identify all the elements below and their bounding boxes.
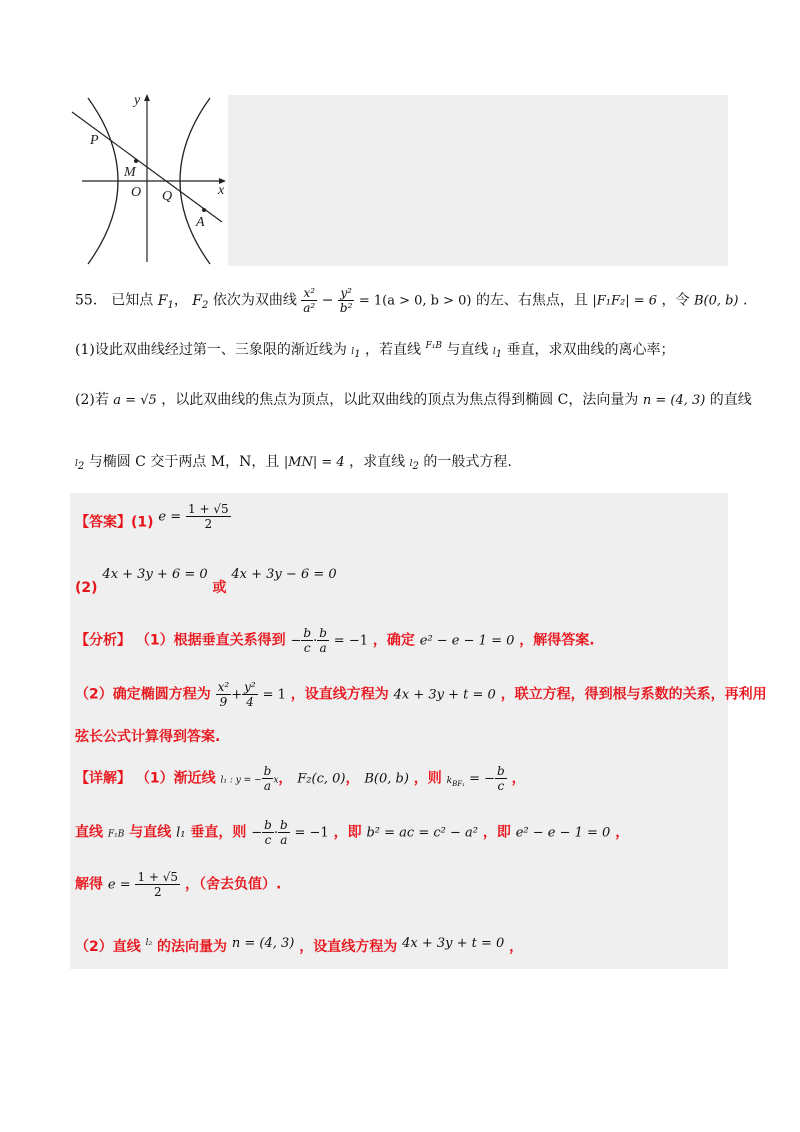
detail-bsq: b² = ac = c² − a² bbox=[366, 825, 478, 841]
analysis-p2-b: ，设直线方程为 bbox=[290, 686, 389, 703]
answer-e-frac: $\frac{1 + √5}{2}$ bbox=[188, 502, 229, 531]
detail-line3-b: ，（舍去负值）. bbox=[184, 876, 282, 893]
part2-line2 bbox=[75, 452, 512, 477]
problem-text4: ，令 bbox=[661, 292, 690, 309]
asym-x: x bbox=[273, 775, 279, 786]
detail-line2-a: 直线 bbox=[75, 824, 103, 841]
frac-b-over-a-2: $\frac{b}{a}$ bbox=[279, 818, 288, 847]
detail-e-frac: $\frac{1 + √5}{2}$ bbox=[137, 870, 179, 899]
point-M bbox=[134, 159, 138, 163]
detail-p1-a: （1）渐近线 bbox=[135, 770, 216, 787]
label-M: M bbox=[124, 165, 136, 180]
hyperbola-x-term: $\frac{\text{x²}}{\text{a²}}$ bbox=[303, 286, 316, 315]
detail-line3-e: e = bbox=[107, 877, 131, 893]
label-O: O bbox=[131, 185, 142, 200]
analysis-p2-line: 4x + 3y + t = 0 bbox=[393, 687, 496, 703]
ellipse-y-term: $\frac{\text{y²}}{4}$ bbox=[244, 680, 256, 709]
problem-end: . bbox=[742, 292, 748, 309]
answer-or: 或 bbox=[212, 580, 227, 596]
answer-tag: 【答案】(1) bbox=[75, 514, 154, 531]
detail-line4-b: 的法向量为 bbox=[157, 939, 227, 955]
normal-vector: n = (4, 3) bbox=[642, 393, 706, 408]
part2-line2-b: 与椭圆 C 交于两点 M，N，且 bbox=[88, 454, 280, 470]
detail-line-eq: 4x + 3y + t = 0 bbox=[402, 936, 505, 951]
frac-b-over-a-asym: $\frac{b}{a}$ bbox=[263, 764, 272, 793]
detail-normal-vector: n = (4, 3) bbox=[231, 936, 295, 951]
label-y: y bbox=[134, 93, 141, 108]
plus-sign: + bbox=[231, 687, 243, 703]
point-F2: $F_2$ bbox=[192, 292, 209, 311]
part2-line2-c: ，求直线 bbox=[349, 454, 406, 470]
answer-line1 bbox=[75, 502, 231, 532]
detail-line-F1B: F₁B bbox=[107, 829, 125, 840]
line-l2-ref: l2 bbox=[409, 459, 419, 472]
problem-line: 55． 已知点 $F_1$， $F_2$ 依次为双曲线 $\frac{\text{x²}}{\text{a²}}$ − $\frac{\text{y²}}{\text{b²}}$ = 1(a > 0, b > 0) 的左、右焦点，且 |F₁F₂| = 6 ，令 B(0, b) . bbox=[75, 286, 748, 315]
label-A: A bbox=[196, 215, 205, 230]
part1-lead: (1)设此双曲线经过第一、三象限的渐近线为 bbox=[75, 342, 347, 358]
detail-line2-eq: = −1 bbox=[294, 825, 329, 841]
point-F1: $F_1$ bbox=[157, 292, 174, 311]
detail-line2-f: ， bbox=[615, 824, 630, 841]
detail-line2-c: 垂直，则 bbox=[190, 824, 247, 841]
detail-line4-d: ， bbox=[509, 939, 524, 955]
asymptote-l1: l1 bbox=[351, 347, 361, 360]
problem-text1: 已知点 bbox=[111, 292, 154, 309]
detail-l2: l₂ bbox=[145, 938, 153, 948]
analysis-p1-eq: = −1 bbox=[333, 633, 368, 649]
analysis-p2-eq: = 1 bbox=[262, 687, 286, 703]
analysis-tag: 【分析】 bbox=[75, 632, 131, 649]
label-x: x bbox=[218, 183, 225, 198]
hyperbola-y-term: $\frac{\text{y²}}{\text{b²}}$ bbox=[339, 286, 353, 315]
figure-gray-panel bbox=[228, 95, 728, 266]
part1-tail: 垂直，求双曲线的离心率； bbox=[506, 342, 675, 358]
answer-eq2: 4x + 3y − 6 = 0 bbox=[231, 567, 337, 582]
problem-number: 55． bbox=[75, 292, 107, 309]
frac-b-over-c: $\frac{b}{c}$ bbox=[303, 626, 312, 655]
detail-line4-c: ，设直线方程为 bbox=[299, 939, 398, 955]
analysis-line1 bbox=[75, 626, 595, 655]
detail-line2-d: ，即 bbox=[333, 824, 362, 841]
detail-line3 bbox=[75, 870, 281, 899]
answer-e-eq: e = bbox=[158, 509, 182, 525]
detail-line3-a: 解得 bbox=[75, 876, 103, 893]
frac-b-over-a: $\frac{b}{a}$ bbox=[319, 626, 327, 655]
analysis-p1-e: e² − e − 1 = 0 bbox=[419, 633, 515, 649]
detail-tag: 【详解】 bbox=[75, 770, 131, 787]
analysis-p1-a: （1）根据垂直关系得到 bbox=[135, 632, 286, 649]
analysis-p1-c: ，解得答案. bbox=[519, 632, 595, 649]
analysis-p2-d: 弦长公式计算得到答案. bbox=[75, 729, 221, 745]
detail-then: ，则 bbox=[413, 770, 442, 787]
frac-b-over-c-slope: $\frac{b}{c}$ bbox=[497, 764, 505, 793]
detail-line4-a: （2）直线 bbox=[75, 939, 141, 955]
line-F1B: F₁B bbox=[425, 341, 442, 351]
detail-line4 bbox=[75, 936, 523, 956]
hyperbola-condition: = 1(a > 0, b > 0) bbox=[358, 293, 472, 309]
y-axis-arrow bbox=[144, 94, 150, 101]
asymptote-eq: l₁ : y = − bbox=[220, 775, 262, 786]
frac-b-over-c-2: $\frac{b}{c}$ bbox=[264, 818, 272, 847]
detail-comma: ， bbox=[511, 770, 526, 787]
focus-F2: F₂(c, 0) bbox=[297, 771, 346, 787]
point-A bbox=[202, 208, 206, 212]
chord-length: |MN| = 4 bbox=[283, 455, 345, 470]
detail-line2 bbox=[75, 818, 629, 847]
detail-line-l1: l₁ bbox=[176, 825, 186, 841]
problem-text2: 依次为双曲线 bbox=[212, 292, 297, 309]
hyperbola-figure bbox=[70, 90, 230, 266]
point-B: B(0, b) bbox=[693, 293, 739, 309]
part2-tail: 的直线 bbox=[709, 392, 752, 408]
analysis-p1-b: ，确定 bbox=[372, 632, 415, 649]
analysis-line3 bbox=[75, 726, 220, 746]
line-l2: l2 bbox=[75, 459, 85, 472]
analysis-p2-c: ，联立方程，得到根与系数的关系，再利用 bbox=[500, 686, 767, 703]
slope-k: $k_{BF_1}$ bbox=[446, 775, 465, 788]
label-Q: Q bbox=[162, 189, 173, 204]
part2-line2-d: 的一般式方程. bbox=[423, 454, 512, 470]
part1-mid2: 与直线 bbox=[446, 342, 489, 358]
slope-eq: = − bbox=[464, 771, 496, 787]
detail-point-B: B(0, b) bbox=[364, 771, 409, 787]
part2-lead: (2)若 bbox=[75, 392, 109, 408]
part2-mid: ，以此双曲线的焦点为顶点，以此双曲线的顶点为焦点得到椭圆 C，法向量为 bbox=[161, 392, 639, 408]
dot-op: · bbox=[313, 633, 318, 649]
minus-sign: − bbox=[321, 292, 334, 309]
analysis-line2 bbox=[75, 680, 767, 709]
answer-eq1: 4x + 3y + 6 = 0 bbox=[102, 567, 208, 582]
a-equals: a = √5 bbox=[113, 393, 157, 408]
part1-mid: ，若直线 bbox=[365, 342, 422, 358]
detail-line2-e: ，即 bbox=[482, 824, 511, 841]
answer-line2 bbox=[75, 566, 337, 597]
part1-line bbox=[75, 336, 675, 365]
detail-line2-b: 与直线 bbox=[129, 824, 172, 841]
problem-text3: 的左、右焦点，且 bbox=[475, 292, 588, 309]
focal-distance: |F₁F₂| = 6 bbox=[592, 293, 658, 309]
label-P: P bbox=[90, 133, 99, 148]
answer-part2-tag: (2) bbox=[75, 580, 98, 596]
asymptote-l1-ref: l1 bbox=[492, 347, 503, 360]
part2-line1 bbox=[75, 390, 752, 411]
analysis-p2-a: （2）确定椭圆方程为 bbox=[75, 686, 211, 703]
ellipse-x-term: $\frac{\text{x²}}{9}$ bbox=[217, 680, 230, 709]
detail-line1: 【详解】 （1）渐近线 l₁ : y = − $\frac{b}{a}$ x， F₂(c, 0)， B(0, b) ，则 $k_{BF_1}$ = − $\frac{b}{c}$ ， bbox=[75, 764, 526, 793]
neg-sign-2: − bbox=[251, 825, 263, 841]
dot-op-2: · bbox=[273, 825, 278, 841]
neg-sign: − bbox=[290, 633, 302, 649]
detail-e2: e² − e − 1 = 0 bbox=[515, 825, 611, 841]
